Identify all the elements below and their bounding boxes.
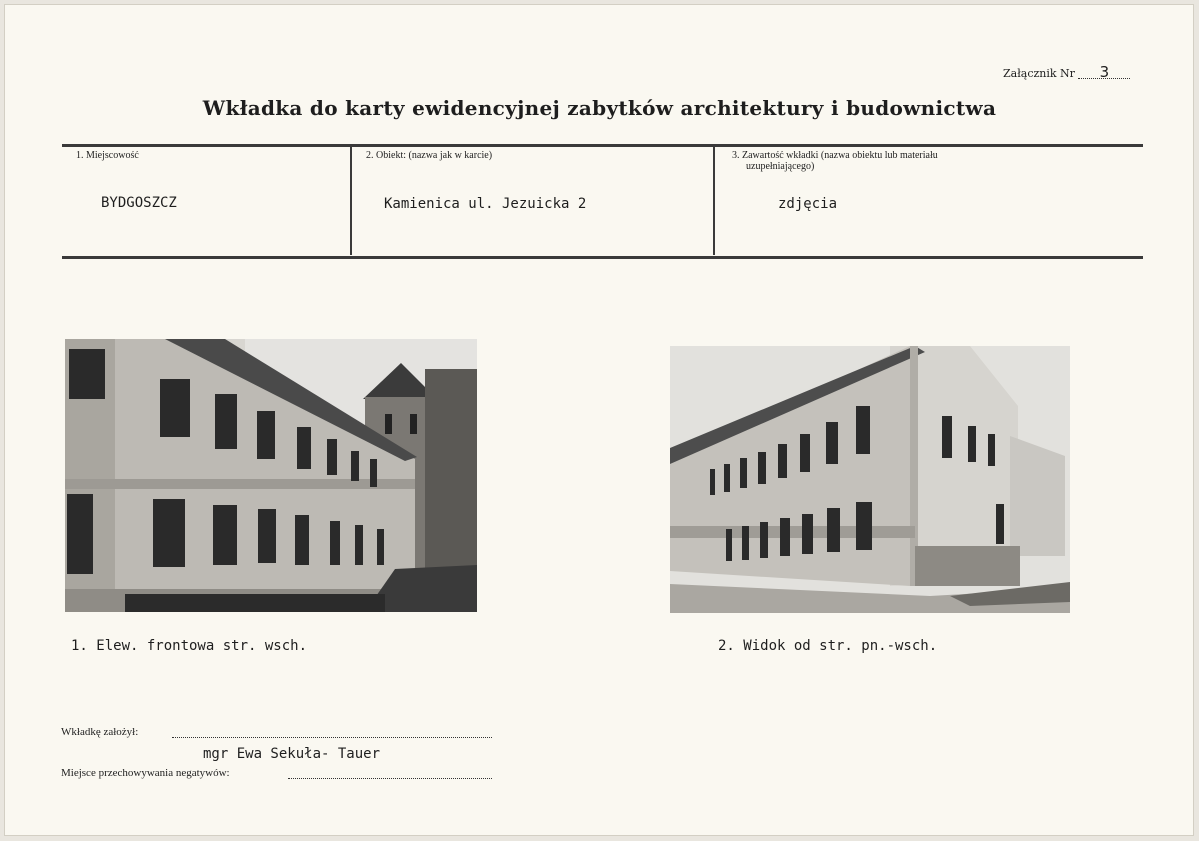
- content-label-line-1: 3. Zawartość wkładki (nazwa obiektu lub materiału: [732, 150, 938, 161]
- form-bottom-rule: [62, 256, 1143, 259]
- form-divider-1: [350, 146, 352, 255]
- photo-front-elevation: [65, 339, 477, 612]
- document-title: Wkładka do karty ewidencyjnej zabytków architektury i budownictwa: [202, 96, 997, 120]
- form-divider-2: [713, 146, 715, 255]
- created-by-label: Wkładkę założył:: [61, 726, 139, 738]
- created-by-dotted-line: [172, 737, 492, 738]
- object-value: Kamienica ul. Jezuicka 2: [384, 196, 587, 212]
- photo-north-east-view-image: [670, 346, 1070, 613]
- content-value: zdjęcia: [778, 196, 838, 212]
- photo-north-east-view: [670, 346, 1070, 613]
- attachment-number-field: [1003, 63, 1130, 81]
- form-top-rule: [62, 144, 1143, 147]
- place-value: BYDGOSZCZ: [101, 195, 177, 211]
- photo-2-caption: 2. Widok od str. pn.-wsch.: [718, 638, 938, 654]
- created-by-value: mgr Ewa Sekuła- Tauer: [203, 746, 381, 762]
- attachment-number: 3: [1078, 66, 1130, 79]
- object-label: 2. Obiekt: (nazwa jak w karcie): [366, 150, 493, 161]
- content-label: [732, 150, 938, 172]
- photo-front-elevation-image: [65, 339, 477, 612]
- content-label-line-2: uzupełniającego): [746, 161, 815, 172]
- negatives-location-label: Miejsce przechowywania negatywów:: [61, 767, 230, 779]
- attachment-label: Załącznik Nr: [1003, 67, 1075, 80]
- negatives-location-dotted-line: [288, 778, 492, 779]
- photo-1-caption: 1. Elew. frontowa str. wsch.: [71, 638, 308, 654]
- place-label: 1. Miejscowość: [76, 150, 139, 161]
